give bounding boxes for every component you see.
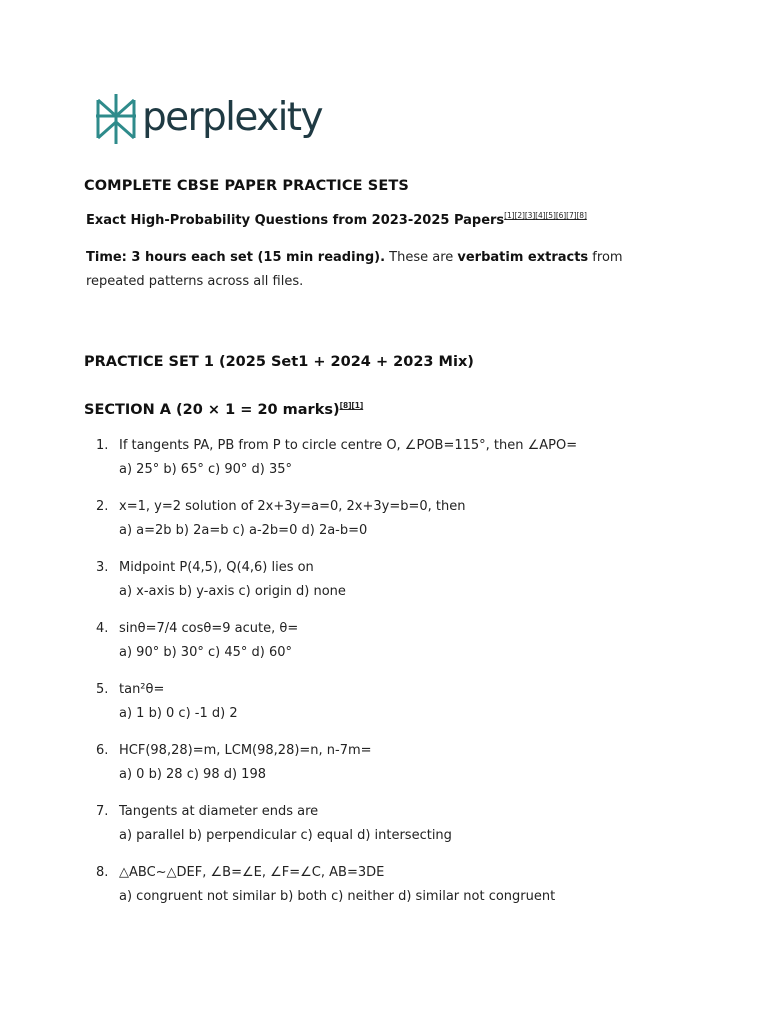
question-item xyxy=(86,800,686,848)
question-options: a) congruent not similar b) both c) neither d) similar not congruent xyxy=(119,889,556,904)
question-options: a) 0 b) 28 c) 98 d) 198 xyxy=(119,767,266,782)
document-subtitle xyxy=(86,211,587,228)
citation-link[interactable]: [8] xyxy=(339,401,352,410)
perplexity-logo xyxy=(94,92,322,146)
citation-link[interactable]: [1] xyxy=(351,401,364,410)
citation-link[interactable]: [7] xyxy=(566,211,577,220)
question-options: a) x-axis b) y-axis c) origin d) none xyxy=(119,584,346,599)
question-options: a) 1 b) 0 c) -1 d) 2 xyxy=(119,706,238,721)
intro-emphasis: verbatim extracts xyxy=(457,250,589,265)
question-text: Midpoint P(4,5), Q(4,6) lies on xyxy=(119,560,314,575)
citation-link[interactable]: [1] xyxy=(504,211,515,220)
question-item xyxy=(86,495,686,543)
question-item xyxy=(86,556,686,604)
citation-link[interactable]: [3] xyxy=(524,211,536,220)
question-number: 8. xyxy=(96,865,109,880)
question-number: 4. xyxy=(96,621,109,636)
time-label: Time: 3 hours each set (15 min reading). xyxy=(86,250,386,265)
question-item xyxy=(86,739,686,787)
citation-link[interactable]: [6] xyxy=(555,211,567,220)
question-number: 6. xyxy=(96,743,109,758)
subtitle-text: Exact High-Probability Questions from 2023-2025 Papers xyxy=(86,213,505,228)
intro-text-1: These are xyxy=(385,250,458,265)
question-options: a) 25° b) 65° c) 90° d) 35° xyxy=(119,462,292,477)
question-text: x=1, y=2 solution of 2x+3y=a=0, 2x+3y=b=0, then xyxy=(119,499,466,514)
citation-link[interactable]: [5] xyxy=(545,211,556,220)
question-text: △ABC~△DEF, ∠B=∠E, ∠F=∠C, AB=3DE xyxy=(119,865,385,880)
question-options: a) parallel b) perpendicular c) equal d) intersecting xyxy=(119,828,452,843)
question-item xyxy=(86,434,686,482)
citation-link[interactable]: [2] xyxy=(514,211,525,220)
document-title: COMPLETE CBSE PAPER PRACTICE SETS xyxy=(84,178,409,194)
citation-link[interactable]: [8] xyxy=(576,211,587,220)
subtitle-citations xyxy=(504,211,587,220)
question-number: 5. xyxy=(96,682,109,697)
citation-link[interactable]: [4] xyxy=(535,211,546,220)
question-item xyxy=(86,678,686,726)
question-text: Tangents at diameter ends are xyxy=(119,804,319,819)
question-number: 2. xyxy=(96,499,109,514)
question-item xyxy=(86,861,686,909)
question-number: 1. xyxy=(96,438,109,453)
section-title xyxy=(84,401,363,418)
intro-paragraph xyxy=(86,246,656,294)
practice-set-title: PRACTICE SET 1 (2025 Set1 + 2024 + 2023 Mix) xyxy=(84,354,474,370)
intro-text-2: from repeated patterns across all files. xyxy=(86,250,623,289)
question-text: sinθ=7/4 cosθ=9 acute, θ= xyxy=(119,621,299,636)
question-options: a) 90° b) 30° c) 45° d) 60° xyxy=(119,645,292,660)
section-citations xyxy=(340,401,364,410)
question-number: 3. xyxy=(96,560,109,575)
question-number: 7. xyxy=(96,804,109,819)
perplexity-wordmark: perplexity xyxy=(142,94,322,140)
question-list xyxy=(86,434,686,922)
question-options: a) a=2b b) 2a=b c) a-2b=0 d) 2a-b=0 xyxy=(119,523,368,538)
perplexity-logo-icon xyxy=(94,92,138,146)
question-text: tan²θ= xyxy=(119,682,165,697)
section-title-text: SECTION A (20 × 1 = 20 marks) xyxy=(84,402,340,418)
question-item xyxy=(86,617,686,665)
question-text: If tangents PA, PB from P to circle centre O, ∠POB=115°, then ∠APO= xyxy=(119,438,578,453)
question-text: HCF(98,28)=m, LCM(98,28)=n, n-7m= xyxy=(119,743,372,758)
